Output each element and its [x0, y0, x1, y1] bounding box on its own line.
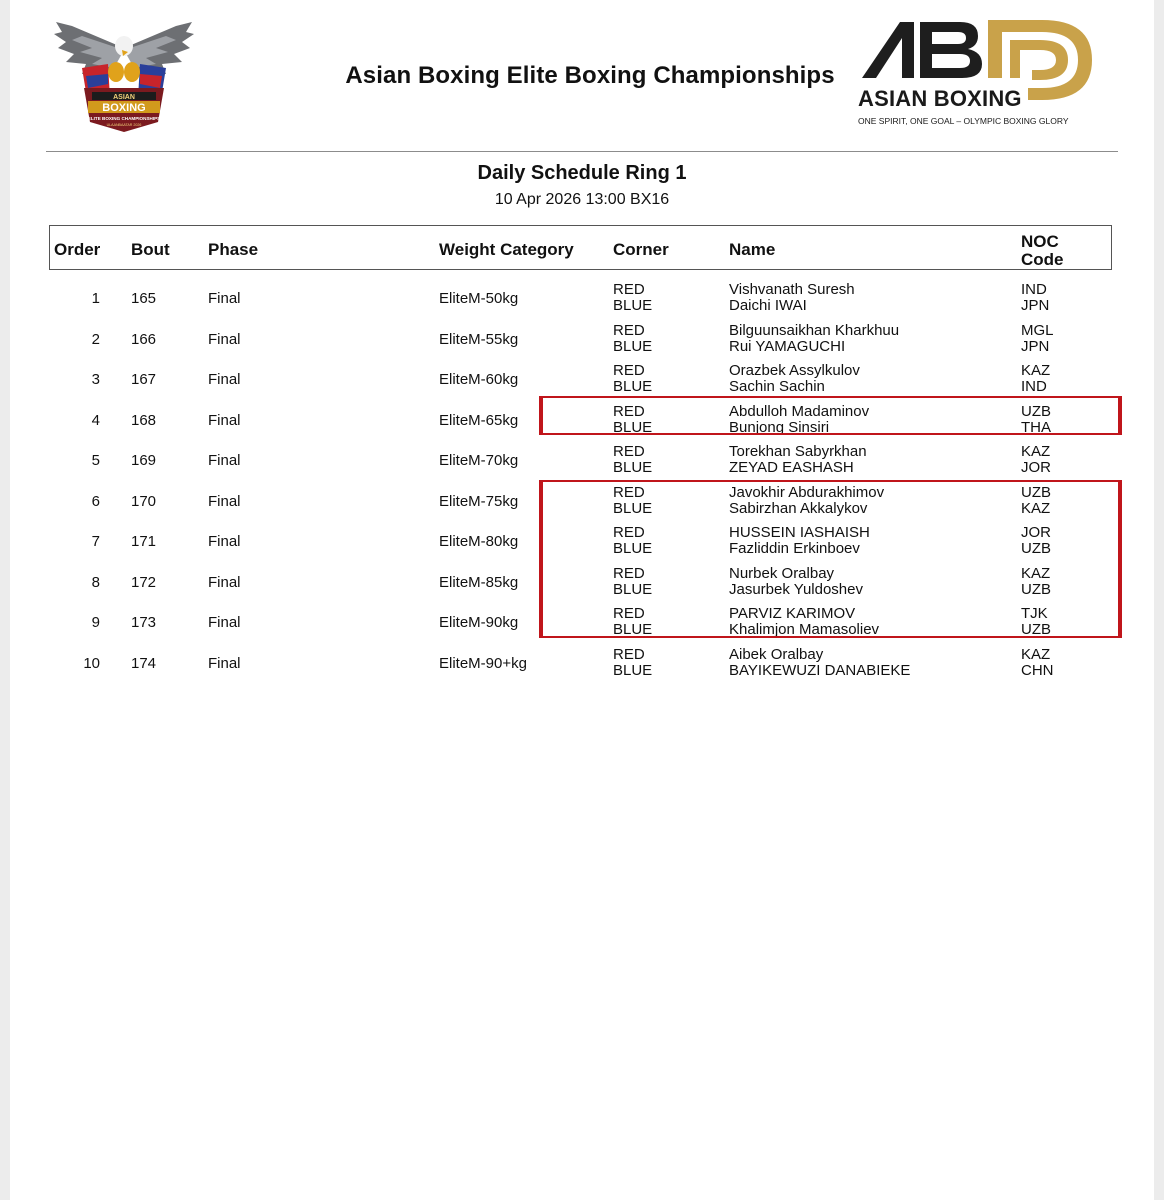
column-header-phase: Phase: [208, 240, 259, 259]
cell-order: 4: [91, 411, 100, 429]
cell-weight-category: EliteM-90+kg: [439, 654, 527, 672]
cell-weight-category: EliteM-90kg: [439, 614, 519, 631]
table-header: [49, 225, 1112, 270]
cell-red-name: Aibek Oralbay: [729, 645, 824, 663]
cell-blue-noc: UZB: [1021, 621, 1051, 638]
cell-corner-red: RED: [613, 524, 645, 541]
cell-red-noc: KAZ: [1021, 443, 1051, 460]
asian-boxing-tagline: ONE SPIRIT, ONE GOAL – OLYMPIC BOXING GLORY: [858, 116, 1069, 126]
cell-corner-red: RED: [613, 362, 645, 379]
column-header-noc-code: NOC Code: [1021, 232, 1064, 269]
header-divider: [46, 151, 1118, 152]
cell-red-name: Abdulloh Madaminov: [729, 402, 870, 420]
cell-corner-blue: BLUE: [613, 297, 653, 314]
cell-blue-noc: JOR: [1021, 459, 1051, 476]
cell-order: 2: [91, 330, 100, 348]
cell-red-noc: IND: [1021, 281, 1047, 298]
cell-red-name: Nurbek Oralbay: [729, 564, 835, 582]
cell-blue-noc: CHN: [1021, 661, 1054, 679]
cell-phase: Final: [208, 614, 241, 631]
table-row: [10, 361, 1154, 399]
svg-text:ULAANBAATAR 2026: ULAANBAATAR 2026: [106, 123, 142, 127]
cell-blue-name: ZEYAD EASHASH: [729, 459, 854, 476]
cell-blue-noc: UZB: [1021, 540, 1051, 557]
cell-phase: Final: [208, 290, 241, 307]
svg-text:BOXING: BOXING: [102, 102, 146, 114]
asian-boxing-championships-emblem: [52, 18, 196, 136]
cell-blue-noc: KAZ: [1021, 499, 1051, 517]
table-row: [10, 645, 1154, 683]
cell-red-noc: JOR: [1021, 524, 1051, 541]
cell-order: 10: [83, 654, 100, 672]
schedule-subtitle: 10 Apr 2026 13:00 BX16: [494, 191, 670, 208]
column-header-bout: Bout: [131, 240, 170, 259]
cell-corner-red: RED: [613, 321, 645, 339]
column-header-name: Name: [729, 240, 776, 259]
championship-title: Asian Boxing Elite Boxing Championships: [345, 62, 835, 89]
cell-weight-category: EliteM-75kg: [439, 492, 519, 510]
table-row: [10, 604, 1154, 642]
column-header-corner: Corner: [613, 240, 669, 259]
cell-phase: Final: [208, 330, 241, 348]
cell-red-noc: KAZ: [1021, 362, 1051, 379]
cell-phase: Final: [208, 452, 241, 469]
cell-red-noc: TJK: [1021, 605, 1048, 622]
cell-corner-red: RED: [613, 443, 645, 460]
cell-red-name: Orazbek Assylkulov: [729, 362, 860, 379]
table-row: [10, 321, 1154, 359]
cell-red-noc: KAZ: [1021, 645, 1051, 663]
cell-weight-category: EliteM-80kg: [439, 533, 519, 550]
cell-corner-red: RED: [613, 564, 645, 582]
column-header-weight-category: Weight Category: [439, 240, 574, 259]
cell-corner-red: RED: [613, 645, 645, 663]
cell-weight-category: EliteM-70kg: [439, 452, 519, 469]
cell-phase: Final: [208, 411, 241, 429]
cell-red-name: HUSSEIN IASHAISH: [729, 524, 870, 541]
cell-blue-name: BAYIKEWUZI DANABIEKE: [729, 661, 911, 679]
cell-corner-blue: BLUE: [613, 337, 653, 355]
cell-corner-blue: BLUE: [613, 459, 653, 476]
cell-weight-category: EliteM-65kg: [439, 411, 519, 429]
asian-boxing-wordmark: ASIAN BOXING: [858, 86, 1022, 111]
cell-corner-blue: BLUE: [613, 580, 653, 598]
cell-order: 1: [91, 290, 100, 307]
cell-red-noc: UZB: [1021, 402, 1051, 420]
cell-bout: 166: [131, 330, 157, 348]
table-row: [10, 523, 1154, 561]
cell-blue-name: Rui YAMAGUCHI: [729, 337, 846, 355]
cell-bout: 168: [131, 411, 157, 429]
cell-corner-blue: BLUE: [613, 661, 653, 679]
cell-red-noc: KAZ: [1021, 564, 1051, 582]
cell-bout: 167: [131, 371, 157, 388]
cell-blue-noc: UZB: [1021, 580, 1051, 598]
table-row: [10, 442, 1154, 480]
cell-phase: Final: [208, 573, 241, 591]
cell-phase: Final: [208, 492, 241, 510]
cell-phase: Final: [208, 533, 241, 550]
cell-blue-name: Fazliddin Erkinboev: [729, 540, 860, 557]
svg-text:ELITE BOXING CHAMPIONSHIPS: ELITE BOXING CHAMPIONSHIPS: [87, 116, 161, 121]
cell-corner-red: RED: [613, 281, 645, 298]
cell-blue-noc: IND: [1021, 378, 1047, 395]
cell-phase: Final: [208, 654, 241, 672]
svg-text:ASIAN: ASIAN: [113, 94, 135, 101]
cell-red-noc: MGL: [1021, 321, 1054, 339]
table-row: [10, 564, 1154, 602]
cell-bout: 170: [131, 492, 157, 510]
cell-order: 5: [91, 452, 100, 469]
cell-weight-category: EliteM-60kg: [439, 371, 519, 388]
cell-corner-red: RED: [613, 605, 645, 622]
cell-blue-name: Sabirzhan Akkalykov: [729, 499, 868, 517]
cell-blue-name: Jasurbek Yuldoshev: [729, 580, 863, 598]
cell-weight-category: EliteM-85kg: [439, 573, 519, 591]
cell-bout: 174: [131, 654, 157, 672]
cell-order: 8: [91, 573, 100, 591]
cell-blue-name: Sachin Sachin: [729, 378, 825, 395]
cell-corner-blue: BLUE: [613, 621, 653, 638]
cell-corner-red: RED: [613, 402, 645, 420]
cell-corner-blue: BLUE: [613, 378, 653, 395]
table-row: [10, 402, 1154, 440]
cell-red-name: PARVIZ KARIMOV: [729, 605, 856, 622]
cell-order: 9: [91, 614, 100, 631]
cell-order: 3: [91, 371, 100, 388]
cell-bout: 169: [131, 452, 157, 469]
cell-red-name: Javokhir Abdurakhimov: [729, 483, 885, 501]
cell-blue-noc: JPN: [1021, 337, 1050, 355]
cell-red-name: Vishvanath Suresh: [729, 281, 855, 298]
cell-corner-blue: BLUE: [613, 499, 653, 517]
cell-corner-blue: BLUE: [613, 418, 653, 436]
cell-weight-category: EliteM-50kg: [439, 290, 519, 307]
cell-red-noc: UZB: [1021, 483, 1051, 501]
cell-bout: 173: [131, 614, 157, 631]
cell-blue-name: Daichi IWAI: [729, 297, 807, 314]
table-row: [10, 483, 1154, 521]
schedule-document: [10, 0, 1154, 1200]
cell-order: 7: [91, 533, 100, 550]
cell-corner-red: RED: [613, 483, 645, 501]
cell-blue-noc: JPN: [1021, 297, 1050, 314]
cell-red-name: Torekhan Sabyrkhan: [729, 443, 867, 460]
abd-asian-boxing-logo: [856, 18, 1096, 128]
cell-phase: Final: [208, 371, 241, 388]
cell-blue-name: Khalimjon Mamasoliev: [729, 621, 880, 638]
cell-bout: 171: [131, 533, 157, 550]
cell-bout: 172: [131, 573, 157, 591]
cell-order: 6: [91, 492, 100, 510]
cell-bout: 165: [131, 290, 157, 307]
cell-red-name: Bilguunsaikhan Kharkhuu: [729, 321, 900, 339]
table-row: [10, 280, 1154, 318]
column-header-order: Order: [54, 240, 101, 259]
cell-blue-noc: THA: [1021, 418, 1051, 436]
cell-weight-category: EliteM-55kg: [439, 330, 519, 348]
cell-blue-name: Bunjong Sinsiri: [729, 418, 830, 436]
cell-corner-blue: BLUE: [613, 540, 653, 557]
schedule-title: Daily Schedule Ring 1: [477, 162, 687, 184]
